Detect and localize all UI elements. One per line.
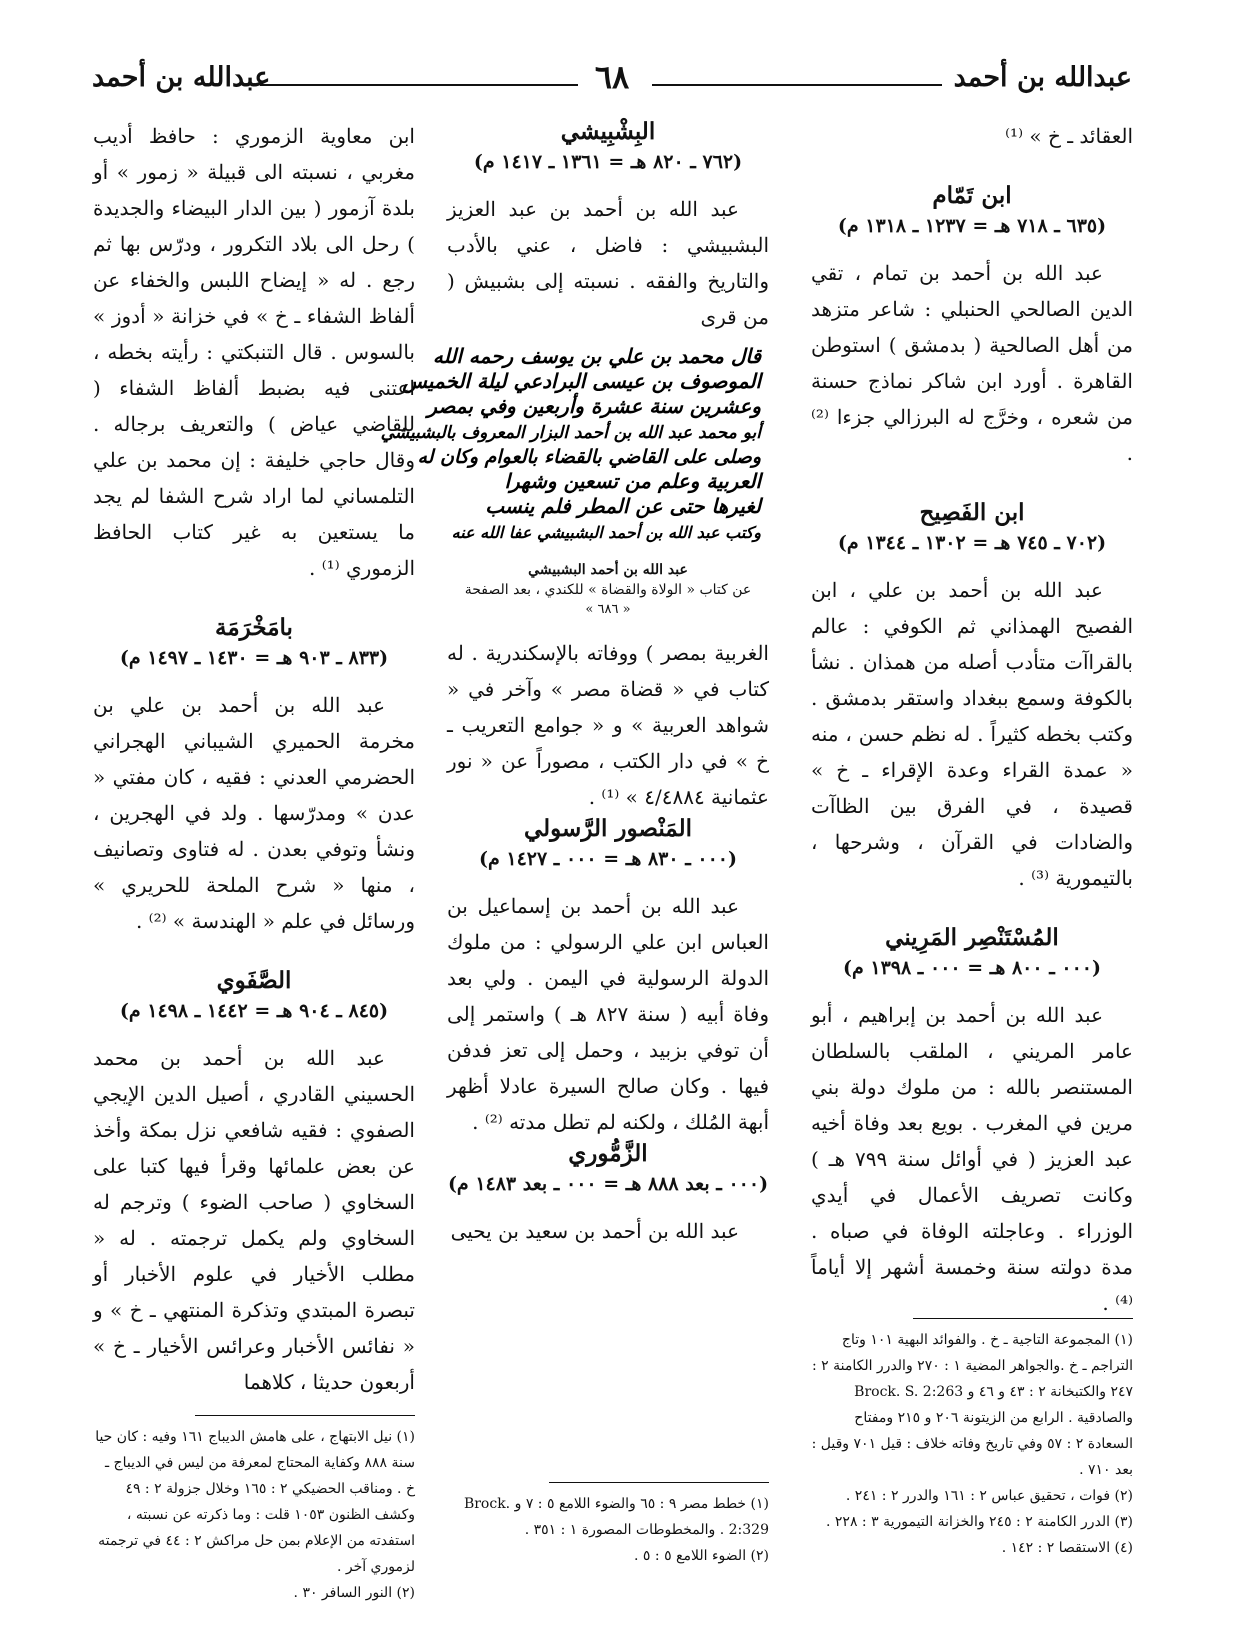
entry-title: الصَّفَوي — [216, 967, 292, 994]
entry-body: عبد الله بن أحمد بن إسماعيل بن العباس ابن علي الرسولي : من ملوك الدولة الرسولية في اليمن . ولي بعد وفاة أبيه ( سنة ٨٢٧ هـ ) واستمر إلى أن توفي بزبيد ، وحمل إلى تعز فدفن فيها . وكان صالح السيرة عادلا أظهر أبهة المُلك ، ولكنه لم تطل مدته ⁽²⁾ . — [447, 894, 769, 1134]
entry-body: عبد الله بن أحمد بن علي بن مخرمة الحميري الشيباني الهجراني الحضرمي العدني : فقيه ، كان مفتي « عدن » ومدرّسها . ولد في الهجرين ، ونشأ وتوفي بعدن . له فتاوى وتصانيف ، منها « شرح الملحة للحريري » ورسائل في علم « الهندسة » ⁽²⁾ . — [93, 693, 415, 933]
manuscript-line: وصلى على القاضي بالقضاء بالعوام وكان له — [417, 446, 761, 468]
column-middle — [380, 118, 769, 1249]
running-header-left: عبدالله بن أحمد — [92, 62, 271, 93]
entry-al-safawi — [93, 967, 415, 1400]
manuscript-caption-name: عبد الله بن أحمد البشبيشي — [528, 562, 688, 578]
entry-body-continued: الغربية بمصر ) ووفاته بالإسكندرية . له كتاب في « قضاة مصر » وآخر في « شواهد العربية » و « جوامع التعريب ـ خ » في دار الكتب ، مصوراً عن « نور عثمانية ٤/٤٨٨٤ » ⁽¹⁾ . — [447, 641, 769, 809]
column-right — [811, 118, 1133, 1321]
page-number: ٦٨ — [594, 58, 630, 96]
entry-ibn-al-fasih — [811, 499, 1133, 896]
entry-body: عبد الله بن أحمد بن إبراهيم ، أبو عامر المريني ، الملقب بالسلطان المستنصر بالله : من ملوك دولة بني مرين في المغرب . بويع بعد وفاة أخيه عبد العزيز ( في أوائل سنة ٧٩٩ هـ ) وكانت تصريف الأعمال في أيدي الوزراء . وعاجلته الوفاة في صباه . مدة دولته سنة وخمسة أشهر إلا أياماً ⁽⁴⁾ . — [811, 1003, 1133, 1315]
entry-dates: (٦٣٥ ـ ٧١٨ هـ = ١٢٣٧ ـ ١٣١٨ م) — [837, 215, 1107, 237]
entry-bamakhrama — [93, 614, 415, 939]
entry-title: المَنْصور الرَّسولي — [524, 815, 692, 842]
continuation-text: ابن معاوية الزموري : حافظ أديب مغربي ، نسبته الى قبيلة « زمور » أو بلدة آزمور ( بين الدار البيضاء والجديدة ) رحل الى بلاد التكرور ، ودرّس بها ثم رجع . له « إيضاح اللبس والخفاء عن ألفاظ الشفاء ـ خ » في خزانة « أدوز » بالسوس . قال التنبكتي : رأيته بخطه ، اعتنى فيه بضبط ألفاظ الشفاء ( للقاضي عياض ) والتعريف برجاله . وقال حاجي خليفة : إن محمد بن علي التلمساني لما اراد شرح الشفا لم يجد ما يستعين به غير كتاب الحافظ الزموري ⁽¹⁾ . — [93, 124, 415, 580]
footnote: (٤) الاستقصا ٢ : ١٤٢ . — [1001, 1540, 1133, 1556]
entry-dates: (٠٠٠ ـ ٨٠٠ هـ = ٠٠٠ ـ ١٣٩٨ م) — [842, 957, 1102, 979]
entry-dates: (٠٠٠ ـ بعد ٨٨٨ هـ = ٠٠٠ ـ بعد ١٤٨٣ م) — [447, 1173, 769, 1195]
footnote: (١) المجموعة التاجية ـ خ . والفوائد البهية ١٠١ وتاج التراجم ـ خ .والجواهر المضية ١ : ٢٧٠ والدرر الكامنة ٢ : ٢٤٧ والكتبخانة ٢ : ٤٣ و ٤٦ و Brock. S. 2:263 والصادقية . الرابع من الزيتونة ٢٠٦ و ٢١٥ ومفتاح السعادة ٢ : ٥٧ وفي تاريخ وفاته خلاف : قيل ٧٠١ وقيل : بعد ٧١٠ . — [811, 1332, 1133, 1478]
entry-title: الزَّمُّوري — [568, 1140, 648, 1167]
entry-al-mansur-al-rasuli — [447, 815, 769, 1140]
footnote: (٢) الضوء اللامع ٥ : ٥ . — [634, 1548, 769, 1564]
continuation-text: العقائد ـ خ » ⁽¹⁾ — [1005, 124, 1133, 148]
footnote-rule — [913, 1318, 1133, 1319]
footnote-rule — [195, 1415, 415, 1416]
manuscript-line: وكتب عبد الله بن أحمد البشبيشي عفا الله عنه — [451, 523, 761, 542]
entry-ibn-tammam — [811, 182, 1133, 471]
entry-body: عبد الله بن أحمد بن علي ، ابن الفصيح الهمذاني ثم الكوفي : عالم بالقراآت متأدب أصله من همذان . نشأ بالكوفة وسمع ببغداد واستقر بدمشق . وكتب بخطه كثيراً . له نظم حسن ، منه « عمدة القراء وعدة الإقراء ـ خ » قصيدة ، في الفرق بين الظاآت والضادات في القرآن ، وشرحها ، بالتيمورية ⁽³⁾ . — [811, 578, 1133, 890]
entry-title: ابن تَمّام — [932, 182, 1012, 209]
entry-dates: (٧٠٢ ـ ٧٤٥ هـ = ١٣٠٢ ـ ١٣٤٤ م) — [837, 532, 1107, 554]
entry-title: ابن الفَصِيح — [919, 499, 1025, 526]
header-rule-left — [260, 84, 578, 86]
footnote: (٣) الدرر الكامنة ٢ : ٢٤٥ والخزانة التيمورية ٣ : ٢٢٨ . — [826, 1514, 1133, 1530]
entry-dates: (٧٦٢ ـ ٨٢٠ هـ = ١٣٦١ ـ ١٤١٧ م) — [473, 151, 743, 173]
footnote: (١) خطط مصر ٩ : ٦٥ والضوء اللامع ٥ : ٧ و Brock. 2:329 . والمخطوطات المصورة ١ : ٣٥١ . — [463, 1496, 769, 1538]
manuscript-line: أبو محمد عبد الله بن أحمد البزار المعروف بالبشبيشي — [380, 423, 761, 443]
entry-title: المُسْتَنْصِر المَرِيني — [885, 924, 1059, 951]
entry-dates: (٨٣٣ ـ ٩٠٣ هـ = ١٤٣٠ ـ ١٤٩٧ م) — [119, 647, 389, 669]
entry-al-bishbishi — [380, 118, 769, 815]
footnote: (١) نيل الابتهاج ، على هامش الديباج ١٦١ وفيه : كان حيا سنة ٨٨٨ وكفاية المحتاج لمعرفة من ليس في الديباج ـ خ . ومناقب الحضيكي ٢ : ١٦٥ وخلال جزولة ٢ : ٤٩ وكشف الظنون ١٠٥٣ قلت : وما ذكرته عن نسبته ، استفدته من الإعلام بمن حل مراكش ٢ : ٤٤ في ترجمته لزموري آخر . — [95, 1429, 415, 1575]
entry-dates: (٠٠٠ ـ ٨٣٠ هـ = ٠٠٠ ـ ١٤٢٧ م) — [478, 848, 738, 870]
manuscript-line: قال محمد بن علي بن يوسف رحمه الله — [432, 344, 761, 368]
entry-body: عبد الله بن أحمد بن عبد العزيز البشبيشي : فاضل ، عني بالأدب والتاريخ والفقه . نسبته إلى بشبيش ( من قرى — [447, 197, 769, 329]
entry-al-zammuri — [447, 1140, 769, 1249]
manuscript-line: العربية وعلم من تسعين وشهرا — [504, 469, 761, 493]
column-left — [93, 118, 415, 1400]
manuscript-line: وعشرين سنة عشرة وأربعين وفي بمصر — [427, 394, 761, 418]
entry-dates: (٨٤٥ ـ ٩٠٤ هـ = ١٤٤٢ ـ ١٤٩٨ م) — [119, 1000, 389, 1022]
footnotes-right — [811, 1318, 1133, 1561]
manuscript-caption-source: عن كتاب « الولاة والقضاة » للكندي ، بعد الصفحة — [464, 582, 752, 598]
entry-al-mustansir — [811, 924, 1133, 1321]
footnote-rule — [549, 1482, 769, 1483]
footnotes-left — [93, 1415, 415, 1606]
manuscript-line: الموصوف بن عيسى البرادعي ليلة الخميس — [402, 369, 761, 393]
footnote: (٢) فوات ، تحقيق عباس ٢ : ١٦١ والدرر ٢ : ٢٤١ . — [845, 1488, 1133, 1504]
running-header — [92, 58, 1132, 102]
entry-body: عبد الله بن أحمد بن تمام ، تقي الدين الصالحي الحنبلي : شاعر متزهد من أهل الصالحية ( بدمشق ) استوطن القاهرة . أورد ابن شاكر نماذج حسنة من شعره ، وخرَّج له البرزالي جزءا ⁽²⁾ . — [811, 261, 1133, 465]
entry-body: عبد الله بن أحمد بن سعيد بن يحيى — [450, 1219, 739, 1243]
header-rule-right — [652, 84, 942, 86]
manuscript-line: لغيرها حتى عن المطر فلم ينسب — [485, 494, 761, 518]
manuscript-image — [380, 341, 769, 546]
footnotes-middle — [447, 1482, 769, 1569]
entry-title: بامَخْرَمَة — [215, 614, 293, 641]
footnote: (٢) النور السافر ٣٠ . — [293, 1585, 415, 1601]
entry-title: البِشْبِيشي — [560, 118, 656, 145]
entry-body: عبد الله بن أحمد بن محمد الحسيني القادري ، أصيل الدين الإيجي الصفوي : فقيه شافعي نزل بمكة وأخذ عن بعض علمائها وقرأ فيها كتبا على السخاوي ( صاحب الضوء ) وترجم له السخاوي ولم يكمل ترجمته . له « مطلب الأخيار في علوم الأخبار أو تبصرة المبتدي وتذكرة المنتهي ـ خ » و « نفائس الأخبار وعرائس الأخيار ـ خ » أربعون حديثا ، كلاهما — [93, 1046, 415, 1394]
running-header-right: عبدالله بن أحمد — [953, 62, 1132, 93]
manuscript-caption-page: « ٦٨٦ » — [585, 602, 631, 617]
